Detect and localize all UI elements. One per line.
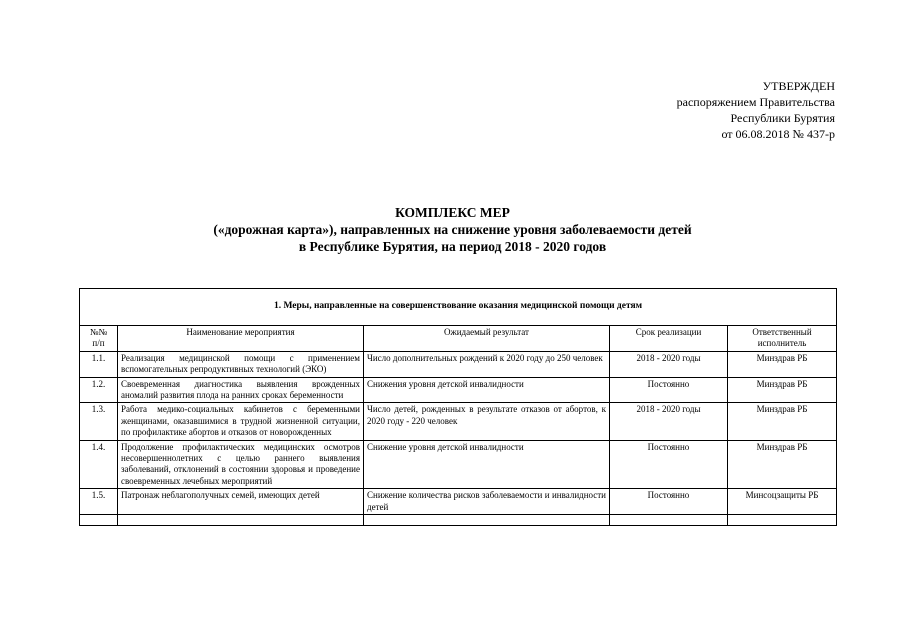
column-header-row (80, 326, 837, 352)
row-num: 1.5. (80, 489, 118, 515)
row-executor: Минздрав РБ (728, 377, 837, 403)
row-term: 2018 - 2020 годы (610, 403, 728, 440)
row-result: Число детей, рожденных в результате отказов от абортов, к 2020 году - 220 человек (364, 403, 610, 440)
row-name: Реализация медицинской помощи с применением вспомогательных репродуктивных технологий (ЭКО) (118, 351, 364, 377)
header-num-line2: п/п (92, 338, 105, 349)
approval-line-republic: Республики Бурятия (730, 111, 835, 125)
row-term: Постоянно (610, 440, 728, 489)
header-result: Ожидаемый результат (364, 326, 610, 352)
table-row (80, 377, 837, 403)
row-name: Продолжение профилактических медицинских осмотров несовершеннолетних с целью раннего выявления заболеваний, отклонений в состоянии здоровья и проведение своевременных лечебных мероприятий (118, 440, 364, 489)
section-title: 1. Меры, направленные на совершенствование оказания медицинской помощи детям (80, 289, 837, 326)
header-executor (728, 326, 837, 352)
row-term: Постоянно (610, 377, 728, 403)
row-executor: Минздрав РБ (728, 440, 837, 489)
title-line-2: («дорожная карта»), направленных на снижение уровня заболеваемости детей (213, 222, 692, 237)
row-executor: Минздрав РБ (728, 351, 837, 377)
empty-cell (610, 515, 728, 526)
document-title (0, 204, 905, 255)
row-result: Снижение количества рисков заболеваемости и инвалидности детей (364, 489, 610, 515)
header-executor-line1: Ответственный (752, 327, 812, 337)
row-term: 2018 - 2020 годы (610, 351, 728, 377)
row-term: Постоянно (610, 489, 728, 515)
row-name: Работа медико-социальных кабинетов с беременными женщинами, оказавшимися в трудной жизненной ситуации, по профилактике абортов и отказов от новорожденных (118, 403, 364, 440)
row-num: 1.1. (80, 351, 118, 377)
header-num-line1: №№ (89, 327, 108, 337)
row-result: Число дополнительных рождений к 2020 году до 250 человек (364, 351, 610, 377)
header-num (80, 326, 118, 352)
approval-title: УТВЕРЖДЕН (762, 79, 835, 93)
empty-cell (80, 515, 118, 526)
table-row (80, 440, 837, 489)
empty-cell (728, 515, 837, 526)
row-num: 1.4. (80, 440, 118, 489)
empty-cell (118, 515, 364, 526)
row-num: 1.3. (80, 403, 118, 440)
row-name: Патронаж неблагополучных семей, имеющих детей (118, 489, 364, 515)
row-result: Снижение уровня детской инвалидности (364, 440, 610, 489)
header-executor-line2: исполнитель (757, 338, 807, 349)
header-name: Наименование мероприятия (118, 326, 364, 352)
row-name: Своевременная диагностика выявления врожденных аномалий развития плода на ранних сроках беременности (118, 377, 364, 403)
title-line-1: КОМПЛЕКС МЕР (395, 205, 510, 220)
row-executor: Минздрав РБ (728, 403, 837, 440)
approval-line-date: от 06.08.2018 № 437-р (721, 127, 835, 141)
header-term: Срок реализации (610, 326, 728, 352)
approval-stamp (677, 78, 835, 142)
empty-cell (364, 515, 610, 526)
table-row-continuation (80, 515, 837, 526)
title-line-3: в Республике Бурятия, на период 2018 - 2020 годов (298, 239, 607, 254)
row-num: 1.2. (80, 377, 118, 403)
row-executor: Минсоцзащиты РБ (728, 489, 837, 515)
table-row (80, 403, 837, 440)
measures-table (79, 288, 837, 526)
row-result: Снижения уровня детской инвалидности (364, 377, 610, 403)
table-row (80, 351, 837, 377)
table-row (80, 489, 837, 515)
approval-line-order: распоряжением Правительства (676, 95, 835, 109)
section-header-row (80, 289, 837, 326)
